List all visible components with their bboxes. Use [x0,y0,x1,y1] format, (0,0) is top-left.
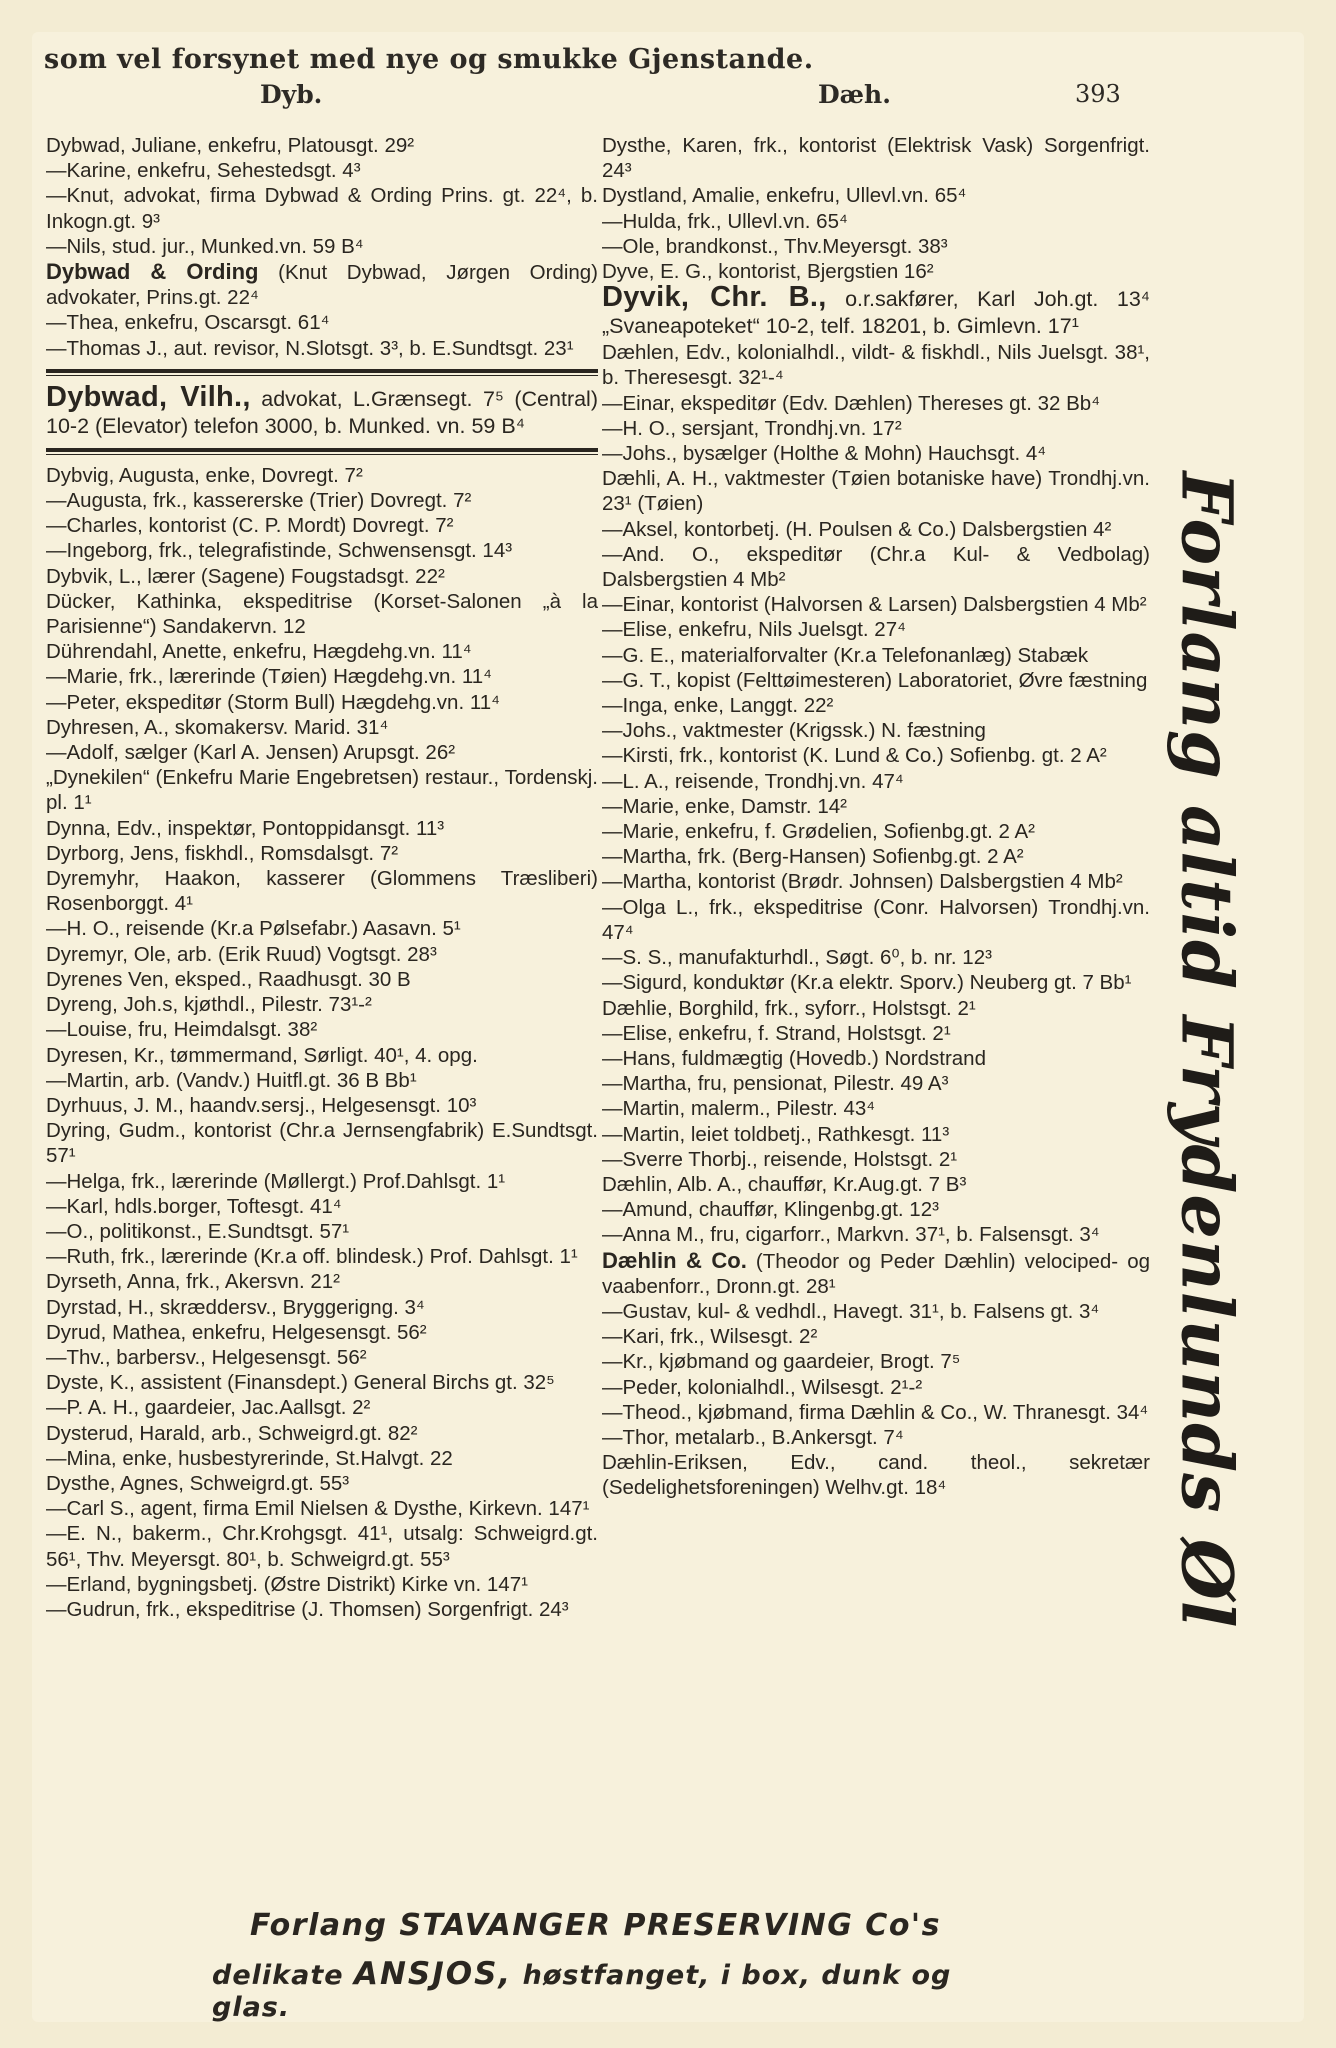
entry-name: —Thomas J., [46,336,168,360]
entry-name: —Olga L., [602,895,699,919]
entry-name: —Einar, [602,593,675,617]
entry-name: Dyhresen, A., [46,715,170,739]
entry-name: Dyremyhr, Haakon, [46,867,241,891]
entry-name: —Ole, [602,234,661,258]
directory-entry [602,517,1150,542]
directory-entry [602,281,1151,340]
entry-name: —L. A., [602,769,670,793]
entry-details: bysælger (Holthe & Mohn) Hauchsgt. 4⁴ [677,442,1047,466]
entry-name: —Elise, [602,618,673,642]
entry-details: sersjant, Trondhj.vn. 17² [676,416,902,440]
entry-name: —Inga, [602,694,669,718]
entry-name: —Karine, [46,159,132,183]
entry-name: Dæhlin, Alb. A., [602,1172,743,1196]
entry-name: Dyring, Gudm., [46,1119,187,1143]
entry-name: Dybvig, Augusta, [46,463,200,487]
directory-entry [602,1096,1150,1121]
directory-entry [46,1395,598,1420]
entry-details: frk., lærerinde (Møllergt.) Prof.Dahlsgt. 1¹ [125,1169,506,1193]
directory-entry [46,715,598,740]
footer-advertisement-line-2 [212,1956,1032,2023]
entry-name: Dæhlin & Co. [602,1247,747,1273]
directory-entry [602,1021,1150,1046]
entry-details: haandv.sersj., Helgesensgt. 10³ [183,1093,477,1117]
entry-details: reisende (Kr.a Pølsefabr.) Aasavn. 5¹ [120,917,461,941]
directory-entry [602,1425,1150,1450]
directory-entry [602,183,1150,208]
directory-entry [46,463,598,488]
directory-entry [602,945,1150,970]
entry-details: Schweigrd.gt. 55³ [183,1471,350,1495]
directory-entry [46,1421,598,1446]
entry-name: Dysthe, Karen, [602,134,743,157]
entry-name: —Mina, [46,1446,117,1470]
entry-details: enke, Langgt. 22² [668,694,834,718]
entry-details: vaktmester (Krigssk.) N. fæstning [677,719,986,743]
entry-name: —Charles, [46,514,143,538]
directory-entry [46,866,598,916]
entry-name: —Amund, [602,1198,694,1222]
entry-name: Dæhli, A. H., [602,467,719,491]
entry-name: —Thor, [602,1425,670,1449]
directory-entry [46,1194,598,1219]
entry-details: kasserer (Glommens Træsliberi) Rosenborggt. 4¹ [46,867,598,916]
entry-details: kopist (Felttøimesteren) Laboratoriet, Øvre fæstning [671,668,1148,692]
entry-details: cand. theol., sekretær (Sedelighetsforeningen) Welhv.gt. 18⁴ [602,1451,1150,1500]
entry-details: politikonst., E.Sundtsgt. 57¹ [93,1219,350,1243]
entry-name: —Theod., [602,1400,693,1424]
directory-entry [46,1068,598,1093]
entry-details: (Theodor og Peder Dæhlin) velociped- og vaabenforr., Dronn.gt. 28¹ [602,1249,1150,1298]
entry-name: —Kirsti, [602,744,674,768]
directory-entry [46,1118,598,1168]
entry-details: kontorist, Bjergstien 16² [712,260,934,284]
directory-entry [46,1169,598,1194]
entry-name: —Martha, [602,845,692,869]
entry-details: frk. (Berg-Hansen) Sofienbg.gt. 2 A² [692,845,1024,869]
directory-entry [46,259,598,310]
directory-entry [46,664,598,689]
directory-entry [46,513,598,538]
entry-name: Dysthe, Agnes, [46,1471,184,1495]
entry-name: Dyrenes Ven, [46,967,170,991]
entry-details: hdls.borger, Toftesgt. 41⁴ [108,1194,342,1218]
entry-name: —O., [46,1219,94,1243]
entry-details: tømmermand, Sørligt. 40¹, 4. opg. [164,1043,478,1067]
directory-entry [602,1450,1150,1500]
entry-details: kolonialhdl., Wilsesgt. 2¹-² [681,1375,923,1399]
entry-name: —Gudrun, [46,1597,141,1621]
entry-details: fru, pensionat, Pilestr. 49 A³ [692,1072,949,1096]
entry-details: ekspeditør (Storm Bull) Hægdehg.vn. 11⁴ [120,690,500,714]
directory-entry [602,996,1150,1021]
entry-details: fuldmægtig (Hovedb.) Nordstrand [676,1046,986,1070]
entry-details: kontorist (Brødr. Johnsen) Dalsbergstien 4 Mb² [692,870,1123,894]
entry-details: ekspeditør (Chr.a Kul- & Vedbolag) Dalsbergstien 4 Mb² [602,542,1150,592]
directory-entry [602,1172,1150,1197]
directory-entry [46,589,598,639]
entry-details: arb., Schweigrd.gt. 82² [205,1421,418,1445]
entry-details: skomakersv. Marid. 31⁴ [169,715,389,739]
entry-details: enkefru, Hægdehg.vn. 11⁴ [227,640,472,664]
entry-details: enkefru, Helgesensgt. 56² [186,1320,427,1344]
directory-entry [46,133,598,158]
entry-details: metalarb., B.Ankersgt. 7⁴ [669,1425,904,1449]
entry-details: enke, Damstr. 14² [679,794,847,818]
footer-line-2-post: høstfanget, i box, dunk og glas. [212,1960,952,2023]
directory-entry [46,1471,598,1496]
directory-entry [46,488,598,513]
directory-entry [602,234,1150,259]
directory-entry [46,816,598,841]
entry-name: Dæhlin-Eriksen, Edv., [602,1451,836,1475]
directory-entry [46,740,598,765]
entry-name: —Thea, [46,311,119,335]
entry-name: —Peder, [602,1375,682,1399]
directory-entry [46,1521,598,1571]
entry-name: Dyresen, Kr., [46,1043,165,1067]
directory-entry [602,1122,1150,1147]
entry-name: Dührendahl, Anette, [46,640,228,664]
entry-details: frk., syforr., Holstsgt. 2¹ [759,996,976,1020]
directory-entry [46,690,598,715]
entry-details: materialforvalter (Kr.a Telefonanlæg) Stabæk [674,643,1089,667]
directory-entry [46,916,598,941]
entry-details: stud. jur., Munked.vn. 59 B⁴ [106,234,364,258]
header-right-word: Dæh. [818,80,891,109]
directory-entry [46,234,598,259]
directory-entry [46,967,598,992]
entry-name: —Marie, [602,794,680,818]
directory-entry [46,1043,598,1068]
entry-name: Dybwad & Ording [46,259,259,285]
entry-name: —Helga, [46,1169,126,1193]
entry-name: —Einar, [602,391,675,415]
directory-entry [602,592,1150,617]
entry-name: —Sverre Thorbj., [602,1147,758,1171]
entry-details: ekspeditrise (Korset-Salonen „à la Parisienne“) Sandakervn. 12 [46,589,598,639]
entry-name: —Adolf, [46,741,119,765]
section-rule [46,369,598,376]
entry-details: reisende, Holstsgt. 2¹ [757,1147,958,1171]
entry-name: —Kari, [602,1325,665,1349]
directory-entry [46,183,598,233]
entry-details: aut. revisor, N.Slotsgt. 3³, b. E.Sundtsgt. 23¹ [167,336,574,360]
entry-details: agent, firma Emil Nielsen & Dysthe, Kirkevn. 147¹ [134,1497,590,1521]
entry-details: leiet toldbetj., Rathkesgt. 11³ [685,1122,950,1146]
entry-name: —Ingeborg, [46,539,154,563]
entry-details: vaktmester (Tøien botaniske have) Trondhj.vn. 23¹ (Tøien) [602,467,1150,516]
directory-entry [602,668,1150,693]
entry-details: o.r.sakfører, Karl Joh.gt. 13⁴ „Svaneapoteket“ 10-2, telf. 18201, b. Gimlevn. 17¹ [602,287,1151,339]
directory-entry [46,1320,598,1345]
entry-details: frk., kontorist (Elektrisk Vask) Sorgenfrigt. 24³ [602,134,1150,183]
entry-details: arb. (Vandv.) Huitfl.gt. 36 B Bb¹ [129,1068,417,1092]
directory-entry [602,1299,1150,1324]
directory-entry [46,1370,598,1395]
entry-name: —H. O., [46,917,121,941]
footer-advertisement-line-1: Forlang STAVANGER PRESERVING Co's [250,1908,941,1943]
entry-details: advokat, firma Dybwad & Ording Prins. gt. 22⁴, b. Inkogn.gt. 9³ [46,184,598,233]
entry-name: —Elise, [602,1021,673,1045]
entry-details: fru, Heimdalsgt. 38² [132,1018,318,1042]
entry-details: bygningsbetj. (Østre Distrikt) Kirke vn. 147¹ [131,1572,528,1596]
side-advertisement-text: Forlang altid Frydenlunds Øl [1165,471,1249,1629]
entry-details: frk., lærerinde (Tøien) Hægdehg.vn. 11⁴ [123,665,492,689]
entry-name: —Karl, [46,1194,109,1218]
entry-name: Dæhlie, Borghild, [602,996,760,1020]
entry-details: ekspeditør (Edv. Dæhlen) Thereses gt. 32 Bb⁴ [674,391,1100,415]
entry-details: skræddersv., Bryggerigng. 3⁴ [154,1295,425,1319]
entry-name: —And. O., [602,542,720,566]
directory-entry [602,1375,1150,1400]
footer-line-2-pre: delikate [212,1960,354,1991]
entry-details: assistent (Finansdept.) General Birchs gt. 32⁵ [134,1371,555,1395]
entry-details: frk., Wilsesgt. 2² [664,1325,818,1349]
directory-entry [602,869,1150,894]
entry-details: chauffør, Kr.Aug.gt. 7 B³ [742,1172,967,1196]
entry-details: frk., Akersvn. 21² [180,1270,340,1294]
entry-details: eksped., Raadhusgt. 30 B [169,967,411,991]
directory-entry [46,310,598,335]
entry-name: —Martha, [602,1072,692,1096]
directory-entry [46,1269,598,1294]
entry-name: Dybvik, L., [46,564,142,588]
directory-entry [46,765,598,815]
header-left-word: Dyb. [260,80,323,109]
entry-name: Dyve, E. G., [602,260,713,284]
entry-details: barbersv., Helgesensgt. 56² [110,1345,367,1369]
directory-entry [602,844,1150,869]
directory-entry [602,441,1150,466]
side-advertisement [1162,471,1252,1629]
directory-entry [46,564,598,589]
entry-name: Dysterud, Harald, [46,1421,206,1445]
entry-details: enkefru, f. Grødelien, Sofienbg.gt. 2 A² [679,820,1035,844]
entry-details: kjøbmand og gaardeier, Brogt. 7⁵ [653,1350,961,1374]
directory-entry [602,1046,1150,1071]
entry-details: frk., Ullevl.vn. 65⁴ [681,209,848,233]
entry-details: enkefru, Oscarsgt. 61⁴ [118,311,330,335]
directory-entry [602,1222,1150,1247]
directory-entry [46,1446,598,1471]
entry-name: Dyrud, Mathea, [46,1320,187,1344]
directory-entry [602,133,1150,183]
entry-name: —Martin, [602,1122,686,1146]
entry-name: Dyrseth, Anna, [46,1270,181,1294]
entry-name: —P. A. H., [46,1396,140,1420]
entry-details: chauffør, Klingenbg.gt. 12³ [693,1198,939,1222]
directory-entry [46,538,598,563]
entry-name: Dystland, Amalie, [602,184,761,208]
entry-details: malerm., Pilestr. 43⁴ [685,1097,876,1121]
directory-entry [602,743,1150,768]
entry-name: —Marie, [46,665,124,689]
directory-entry [602,718,1150,743]
section-rule [46,448,598,455]
directory-entry [602,1324,1150,1349]
entry-details: frk., ekspeditrise (J. Thomsen) Sorgenfrigt. 24³ [140,1597,569,1621]
directory-entry [602,340,1150,390]
entry-name: Dyrborg, Jens, [46,841,180,865]
directory-entry [602,1197,1150,1222]
entry-details: enkefru, f. Strand, Holstsgt. 2¹ [672,1021,951,1045]
directory-entry [46,1017,598,1042]
entry-name: „Dynekilen“ [46,766,150,790]
page-number: 393 [1075,80,1121,108]
directory-entry [46,1093,598,1118]
entry-details: (Knut Dybwad, Jørgen Ording) advokater, Prins.gt. 22⁴ [46,261,599,310]
directory-entry [46,841,598,866]
entry-name: —Hulda, [602,209,682,233]
entry-name: Dücker, Kathinka, [46,589,223,613]
entry-name: —S. S., [602,946,673,970]
directory-entry [602,643,1150,668]
entry-details: bakerm., Chr.Krohgsgt. 41¹, utsalg: Schweigrd.gt. 56¹, Thv. Meyersgt. 80¹, b. Schweigrd.gt. 55³ [46,1522,598,1571]
directory-entry [46,380,598,440]
entry-details: konduktør (Kr.a elektr. Sporv.) Neuberg gt. 7 Bb¹ [687,971,1132,995]
directory-entry [602,794,1150,819]
entry-details: gaardeier, Jac.Aallsgt. 2² [139,1396,371,1420]
entry-details: (Enkefru Marie Engebretsen) restaur., Tordenskj. pl. 1¹ [46,766,598,815]
directory-entry [46,1572,598,1597]
entry-details: frk., telegrafistinde, Schwensensgt. 14³ [153,539,513,563]
entry-name: —Kr., [602,1350,654,1374]
directory-entry [602,542,1150,592]
entry-details: fru, cigarforr., Markvn. 37¹, b. Falsensgt. 3⁴ [704,1223,1100,1247]
entry-details: kolonialhdl., vildt- & fiskhdl., Nils Juelsgt. 38¹, b. Theresesgt. 32¹-⁴ [602,341,1150,390]
left-column [46,133,598,1622]
entry-name: —Martin, [602,1097,686,1121]
entry-details: reisende, Trondhj.vn. 47⁴ [669,769,904,793]
directory-entry [602,466,1150,516]
entry-name: —Augusta, [46,489,148,513]
entry-name: —Martin, [46,1068,130,1092]
directory-entry [46,336,598,361]
entry-name: —Thv., [46,1345,111,1369]
entry-name: —Marie, [602,820,680,844]
right-column [602,133,1150,1501]
entry-details: enkefru, Ullevl.vn. 65⁴ [760,184,967,208]
entry-details: enkefru, Nils Juelsgt. 27⁴ [672,618,906,642]
entry-details: enke, husbestyrerinde, St.Halvgt. 22 [116,1446,453,1470]
entry-details: kjøbmand, firma Dæhlin & Co., W. Thranesgt. 34⁴ [692,1400,1149,1424]
entry-name: Dyreng, Joh.s, [46,993,179,1017]
entry-details: fiskhdl., Romsdalsgt. 7² [179,841,399,865]
directory-entry [46,1345,598,1370]
directory-entry [602,819,1150,844]
entry-name: —Hans, [602,1046,677,1070]
entry-name: —G. E., [602,643,675,667]
top-line: som vel forsynet med nye og smukke Gjenstande. [44,44,814,75]
entry-name: Dyrstad, H., [46,1295,155,1319]
entry-name: —H. O., [602,416,677,440]
entry-name: —Gustav, [602,1299,692,1323]
directory-entry [602,970,1150,995]
entry-details: enkefru, Platousgt. 29² [202,134,415,157]
entry-details: kontorist (Halvorsen & Larsen) Dalsbergstien 4 Mb² [674,593,1147,617]
directory-entry [602,1400,1150,1425]
entry-name: —Erland, [46,1572,132,1596]
entry-name: Dyste, K., [46,1371,135,1395]
entry-details: advokat, L.Grænsegt. 7⁵ (Central) 10-2 (Elevator) telefon 3000, b. Munked. vn. 59 B⁴ [46,386,598,438]
entry-name: —Aksel, [602,517,679,541]
directory-entry [602,895,1150,945]
entry-details: enke, Dovregt. 7² [199,463,363,487]
entry-details: manufakturhdl., Søgt. 6⁰, b. nr. 12³ [672,946,992,970]
entry-details: kjøthdl., Pilestr. 73¹-² [178,993,372,1017]
entry-name: —G. T., [602,668,672,692]
entry-details: enkefru, Sehestedsgt. 4³ [131,159,361,183]
directory-entry [46,1219,598,1244]
directory-entry [46,1597,598,1622]
entry-name: —Louise, [46,1018,133,1042]
entry-details: kontorbetj. (H. Poulsen & Co.) Dalsbergstien 4² [678,517,1112,541]
directory-entry [602,391,1150,416]
directory-entry [602,1071,1150,1096]
entry-name: —Johs., [602,719,678,743]
entry-details: lærer (Sagene) Fougstadsgt. 22² [141,564,445,588]
entry-details: arb. (Erik Ruud) Vogtsgt. 28³ [171,942,437,966]
entry-name: Dyvik, Chr. B., [602,281,827,314]
entry-name: —Sigurd, [602,971,688,995]
directory-entry [602,1147,1150,1172]
entry-details: kontorist (C. P. Mordt) Dovregt. 7² [142,514,454,538]
directory-entry [602,1349,1150,1374]
entry-details: frk., kassererske (Trier) Dovregt. 7² [147,489,472,513]
footer-line-2-caps: ANSJOS, [353,1956,513,1992]
directory-entry [46,1295,598,1320]
entry-name: —Martha, [602,870,692,894]
entry-name: —Ruth, [46,1245,116,1269]
entry-name: Dæhlen, Edv., [602,341,731,365]
entry-name: —Johs., [602,442,678,466]
entry-details: kontorist (Chr.a Jernsengfabrik) E.Sundtsgt. 57¹ [46,1119,598,1168]
entry-details: frk., lærerinde (Kr.a off. blindesk.) Prof. Dahlsgt. 1¹ [115,1245,578,1269]
entry-details: brandkonst., Thv.Meyersgt. 38³ [660,234,948,258]
directory-entry [602,617,1150,642]
directory-entry [602,209,1150,234]
directory-entry [602,693,1150,718]
directory-entry [46,992,598,1017]
entry-name: —Knut, [46,184,115,208]
entry-name: Dyrhuus, J. M., [46,1093,184,1117]
entry-name: Dybwad, Juliane, [46,134,203,157]
entry-name: —Nils, [46,234,107,258]
directory-entry [602,769,1150,794]
directory-entry [46,1496,598,1521]
entry-name: —Peter, [46,690,121,714]
entry-name: —Anna M., [602,1223,705,1247]
directory-entry [46,639,598,664]
directory-entry [46,942,598,967]
entry-name: Dyremyr, Ole, [46,942,172,966]
directory-entry [602,1248,1150,1299]
entry-name: —E. N., [46,1522,123,1546]
entry-details: kul- & vedhdl., Havegt. 31¹, b. Falsens gt. 3⁴ [691,1299,1100,1323]
entry-details: inspektør, Pontoppidansgt. 11³ [161,816,445,840]
directory-entry [46,1244,598,1269]
entry-details: sælger (Karl A. Jensen) Arupsgt. 26² [118,741,456,765]
entry-details: frk., kontorist (K. Lund & Co.) Sofienbg. gt. 2 A² [673,744,1107,768]
entry-name: Dybwad, Vilh., [46,380,251,413]
entry-name: Dynna, Edv., [46,816,162,840]
directory-entry [602,416,1150,441]
entry-details: frk., ekspeditrise (Conr. Halvorsen) Trondhj.vn. 47⁴ [602,895,1150,944]
directory-entry [46,158,598,183]
entry-name: —Carl S., [46,1497,135,1521]
